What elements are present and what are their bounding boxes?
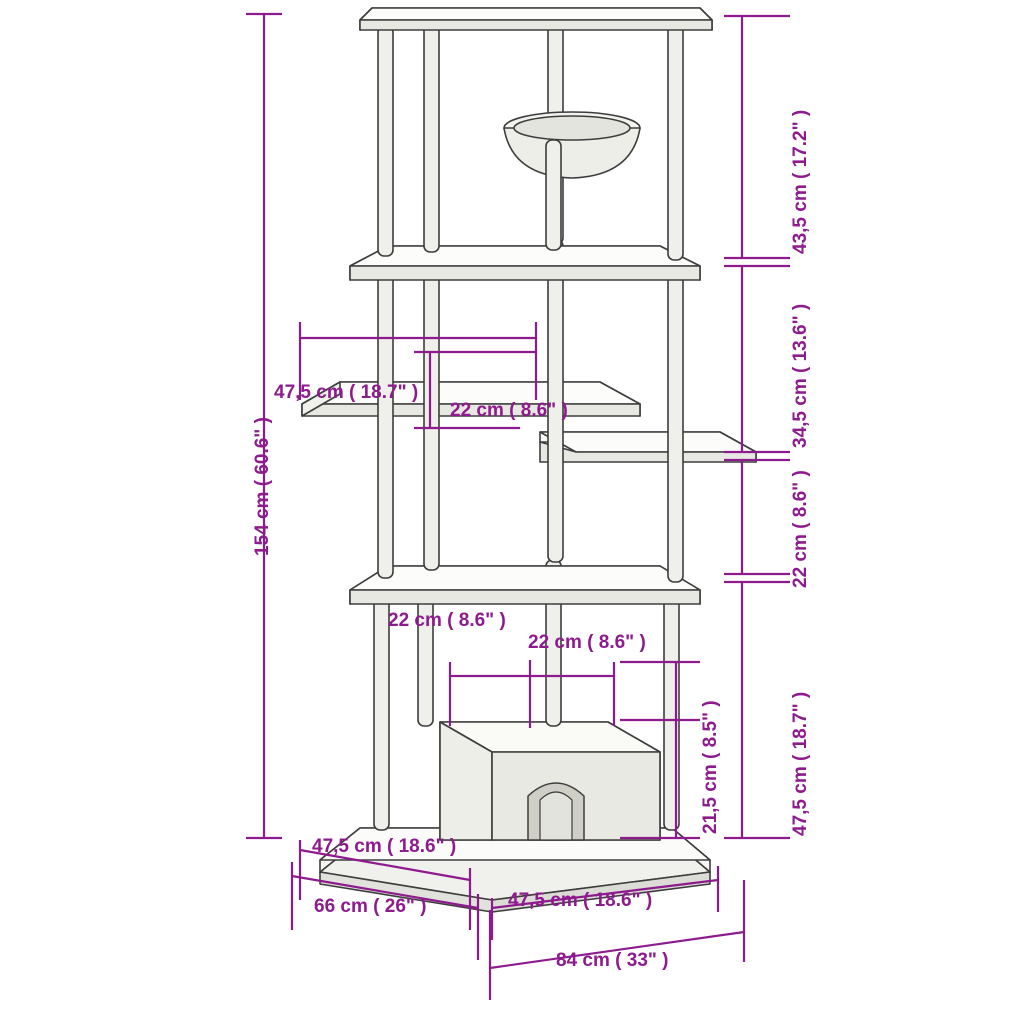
dim-base-depth-left: 47,5 cm ( 18.6" ): [312, 836, 457, 857]
dim-shelf-width-left: 47,5 cm ( 18.7" ): [274, 382, 419, 403]
dim-house-height: 21,5 cm ( 8.5" ): [700, 700, 721, 834]
dim-shelf-depth-left: 22 cm ( 8.6" ): [450, 400, 568, 421]
dim-shelf-small-b: 22 cm ( 8.6" ): [528, 632, 646, 653]
dim-lower-section: 47,5 cm ( 18.7" ): [790, 691, 811, 836]
dim-top-to-bowl: 43,5 cm ( 17.2" ): [790, 109, 811, 254]
dim-shelf-small-a: 22 cm ( 8.6" ): [388, 610, 506, 631]
dim-base-width-front: 47,5 cm ( 18.6" ): [508, 890, 653, 911]
dim-platform-gap: 22 cm ( 8.6" ): [790, 470, 811, 588]
dim-bowl-to-platform: 34,5 cm ( 13.6" ): [790, 303, 811, 448]
dim-base-width-bottom: 84 cm ( 33" ): [556, 950, 669, 971]
dim-base-diag: 66 cm ( 26" ): [314, 896, 427, 917]
dim-total-height: 154 cm ( 60.6" ): [252, 417, 273, 556]
